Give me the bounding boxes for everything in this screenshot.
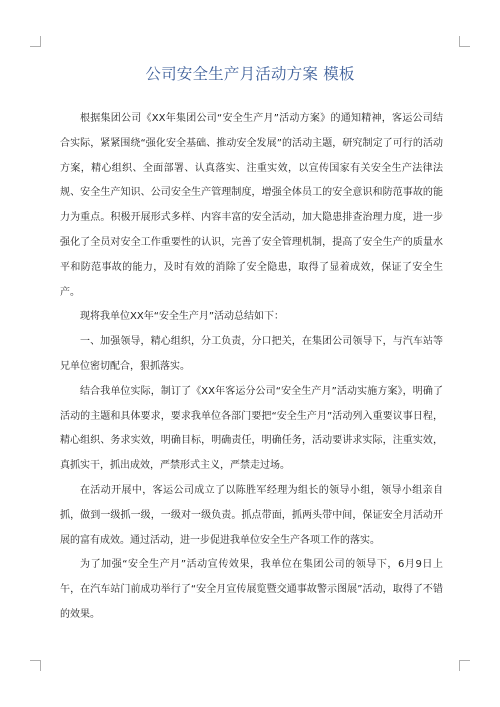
paragraph: 为了加强“安全生产月”活动宣传效果，我单位在集团公司的领导下，6月9日上午，在汽车站门前成功举行了“安全月宣传展览暨交通事故警示图展”活动，取得了不错的效果。 (60, 559, 443, 620)
crop-mark-top-right (459, 36, 470, 47)
paragraph: 根据集团公司《XX年集团公司“安全生产月”活动方案》的通知精神，客运公司结合实际，紧紧围绕“强化安全基础、推动安全发展”的活动主题，研究制定了可行的活动方案，精心组织、全面部署、认真落实、注重实效，以宣传国家有关安全生产法律法规、安全生产知识、公司安全生产管理制度，增强全体员工的安全意识和防范事故的能力为重点。积极开展形式多样、内容丰富的安全活动，加大隐患排查治理力度，进一步强化了全员对安全工作重要性的认识，完善了安全管理机制，提高了安全生产的质量水平和防范事故的能力，及时有效的消除了安全隐患，取得了显着成效，保证了安全生产。 (60, 113, 443, 298)
crop-mark-top-left (30, 36, 41, 47)
paragraph: 一、加强领导，精心组织，分工负责，分口把关，在集团公司领导下，与汽车站等兄单位密切配合，狠抓落实。 (60, 336, 443, 372)
paragraph: 结合我单位实际，制订了《XX年客运分公司“安全生产月”活动实施方案》，明确了活动的主题和具体要求，要求我单位各部门要把“安全生产月”活动列入重要议事日程，精心组织、务求实效，明确目标，明确责任，明确任务，活动要讲求实际，注重实效，真抓实干，抓出成效，严禁形式主义，严禁走过场。 (60, 385, 443, 472)
document-body (60, 107, 443, 628)
paragraph: 现将我单位XX年“安全生产月”活动总结如下： (80, 311, 285, 323)
crop-mark-bottom-left (30, 660, 41, 671)
document-title: 公司安全生产月活动方案 模板 (145, 65, 355, 83)
crop-mark-bottom-right (459, 660, 470, 671)
paragraph: 在活动开展中，客运公司成立了以陈胜军经理为组长的领导小组，领导小组亲自抓，做到一级抓一级，一级对一级负责。抓点带面，抓两头带中间，保证安全月活动开展的富有成效。通过活动，进一步促进我单位安全生产各项工作的落实。 (60, 484, 443, 546)
